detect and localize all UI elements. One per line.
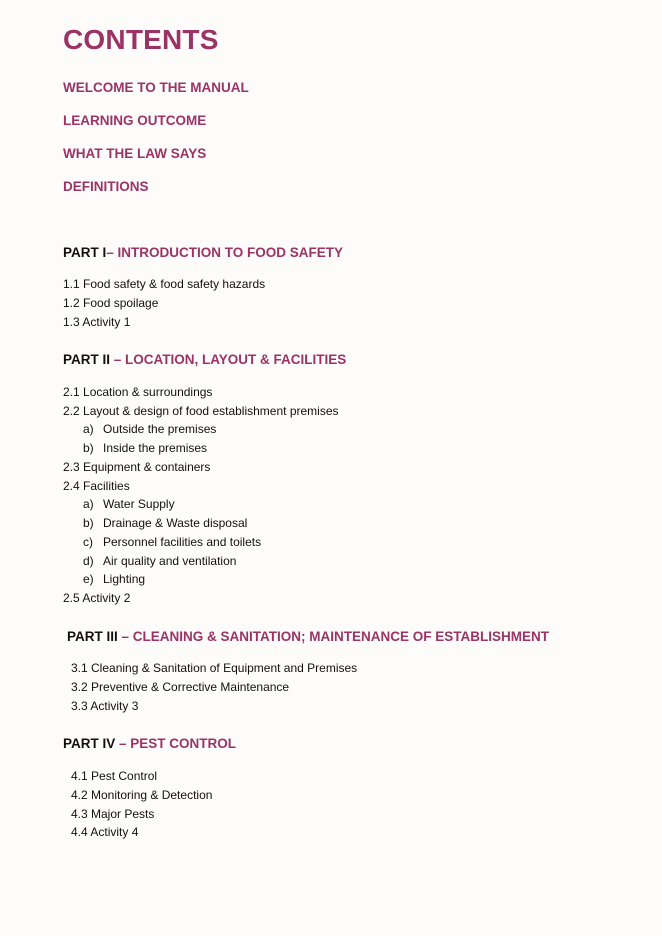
part-dash: –	[115, 736, 127, 751]
part-number: PART IV	[63, 736, 116, 751]
toc-item-1-1[interactable]: 1.1 Food safety & food safety hazards	[63, 277, 266, 291]
toc-item-1-2[interactable]: 1.2 Food spoilage	[63, 296, 159, 310]
part-number: PART I	[63, 245, 107, 260]
toc-definitions[interactable]: DEFINITIONS	[63, 179, 149, 194]
toc-item-2-3[interactable]: 2.3 Equipment & containers	[63, 460, 211, 474]
sub-text: Air quality and ventilation	[103, 554, 237, 568]
toc-subitem-2-4-e[interactable]	[83, 572, 145, 586]
sub-text: Inside the premises	[103, 441, 208, 455]
part-title: PEST CONTROL	[126, 736, 237, 751]
toc-subitem-2-2-a[interactable]	[83, 422, 216, 436]
toc-item-3-1[interactable]: 3.1 Cleaning & Sanitation of Equipment and Premises	[71, 661, 358, 675]
part-number: PART III	[67, 629, 118, 644]
toc-item-2-1[interactable]: 2.1 Location & surroundings	[63, 385, 213, 399]
sub-letter: b)	[83, 441, 94, 455]
part-3-heading[interactable]	[67, 629, 549, 644]
sub-text: Drainage & Waste disposal	[103, 516, 248, 530]
sub-letter: d)	[83, 554, 94, 568]
toc-item-3-3[interactable]: 3.3 Activity 3	[71, 699, 139, 713]
part-dash: –	[106, 245, 114, 260]
toc-learning-outcome[interactable]: LEARNING OUTCOME	[63, 113, 207, 128]
toc-item-3-2[interactable]: 3.2 Preventive & Corrective Maintenance	[71, 680, 290, 694]
sub-letter: e)	[83, 572, 94, 586]
part-1-heading[interactable]	[63, 245, 343, 260]
sub-text: Personnel facilities and toilets	[103, 535, 262, 549]
sub-text: Water Supply	[103, 497, 175, 511]
part-2-heading[interactable]	[63, 352, 346, 367]
toc-item-1-3[interactable]: 1.3 Activity 1	[63, 315, 131, 329]
toc-subitem-2-4-a[interactable]	[83, 497, 175, 511]
toc-item-2-5[interactable]: 2.5 Activity 2	[63, 591, 131, 605]
part-title: CLEANING & SANITATION; MAINTENANCE OF ESTABLISHMENT	[129, 629, 550, 644]
part-number: PART II	[63, 352, 110, 367]
page-title: CONTENTS	[63, 24, 219, 55]
toc-item-2-4[interactable]: 2.4 Facilities	[63, 479, 130, 493]
toc-item-4-4[interactable]: 4.4 Activity 4	[71, 825, 139, 839]
sub-letter: c)	[83, 535, 93, 549]
toc-item-4-1[interactable]: 4.1 Pest Control	[71, 769, 158, 783]
toc-item-2-2[interactable]: 2.2 Layout & design of food establishment premises	[63, 404, 339, 418]
toc-subitem-2-4-d[interactable]	[83, 554, 236, 568]
sub-letter: a)	[83, 497, 94, 511]
part-4-heading[interactable]	[63, 736, 236, 751]
sub-text: Outside the premises	[103, 422, 217, 436]
sub-letter: a)	[83, 422, 94, 436]
toc-item-4-2[interactable]: 4.2 Monitoring & Detection	[71, 788, 213, 802]
sub-letter: b)	[83, 516, 94, 530]
part-dash: –	[110, 352, 122, 367]
toc-subitem-2-4-c[interactable]	[83, 535, 261, 549]
toc-subitem-2-2-b[interactable]	[83, 441, 207, 455]
toc-welcome[interactable]: WELCOME TO THE MANUAL	[63, 80, 249, 95]
toc-item-4-3[interactable]: 4.3 Major Pests	[71, 807, 155, 821]
part-dash: –	[117, 629, 130, 644]
toc-subitem-2-4-b[interactable]	[83, 516, 247, 530]
part-title: LOCATION, LAYOUT & FACILITIES	[121, 352, 347, 367]
part-title: INTRODUCTION TO FOOD SAFETY	[113, 245, 344, 260]
sub-text: Lighting	[103, 572, 146, 586]
toc-what-the-law-says[interactable]: WHAT THE LAW SAYS	[63, 146, 207, 161]
